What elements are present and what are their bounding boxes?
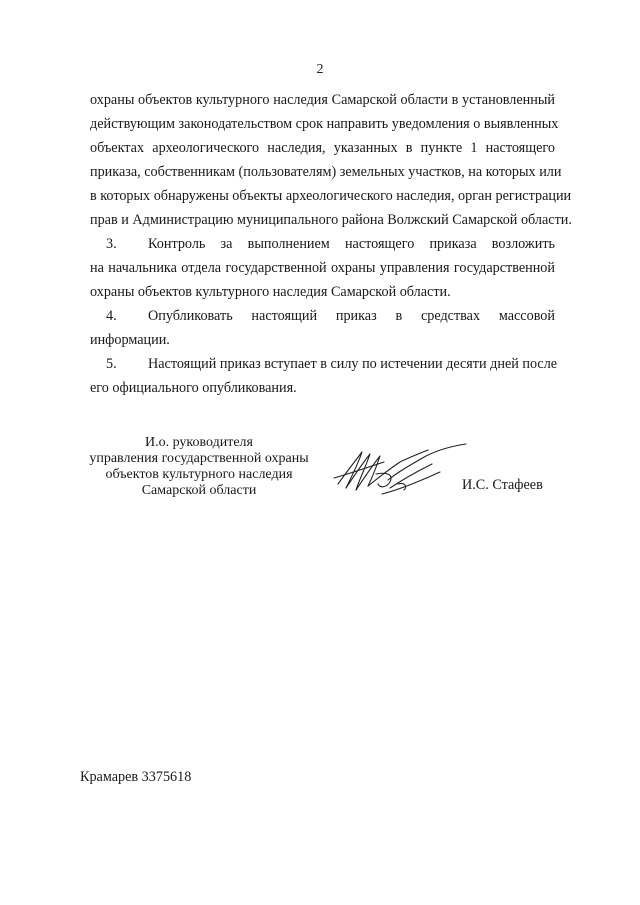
handwritten-signature xyxy=(328,438,473,498)
item-line: охраны объектов культурного наследия Самарской области. xyxy=(90,284,451,300)
item-number: 5. xyxy=(106,356,117,372)
item-line: его официального опубликования. xyxy=(90,380,297,396)
signatory-position-line: Самарской области xyxy=(141,483,257,498)
paragraph-line: в которых обнаружены объекты археологического наследия, орган регистрации xyxy=(90,188,572,204)
page-number: 2 xyxy=(316,62,324,77)
signatory-position-line: И.о. руководителя xyxy=(144,435,253,450)
paragraph-line: действующим законодательством срок направить уведомления о выявленных xyxy=(90,116,559,132)
item-number: 3. xyxy=(106,236,117,252)
item-line: на начальника отдела государственной охраны управления государственной xyxy=(90,260,555,276)
paragraph-line: прав и Администрацию муниципального района Волжский Самарской области. xyxy=(90,212,572,228)
signatory-position-line: управления государственной охраны xyxy=(89,451,309,466)
paragraph-line: охраны объектов культурного наследия Самарской области в установленный xyxy=(90,92,555,108)
paragraph-line: объектах археологического наследия, указанных в пункте 1 настоящего xyxy=(90,140,555,156)
item-first-line: Настоящий приказ вступает в силу по истечении десяти дней после xyxy=(148,356,558,372)
paragraph-line: приказа, собственникам (пользователям) земельных участков, на которых или xyxy=(90,164,562,180)
signer-name: И.С. Стафеев xyxy=(462,477,543,493)
item-line: информации. xyxy=(90,332,170,348)
item-number: 4. xyxy=(106,308,117,324)
executor-info: Крамарев 3375618 xyxy=(80,769,192,785)
item-first-line: Опубликовать настоящий приказ в средствах массовой xyxy=(148,308,555,324)
item-first-line: Контроль за выполнением настоящего приказа возложить xyxy=(148,236,555,252)
signatory-position-line: объектов культурного наследия xyxy=(105,467,293,482)
